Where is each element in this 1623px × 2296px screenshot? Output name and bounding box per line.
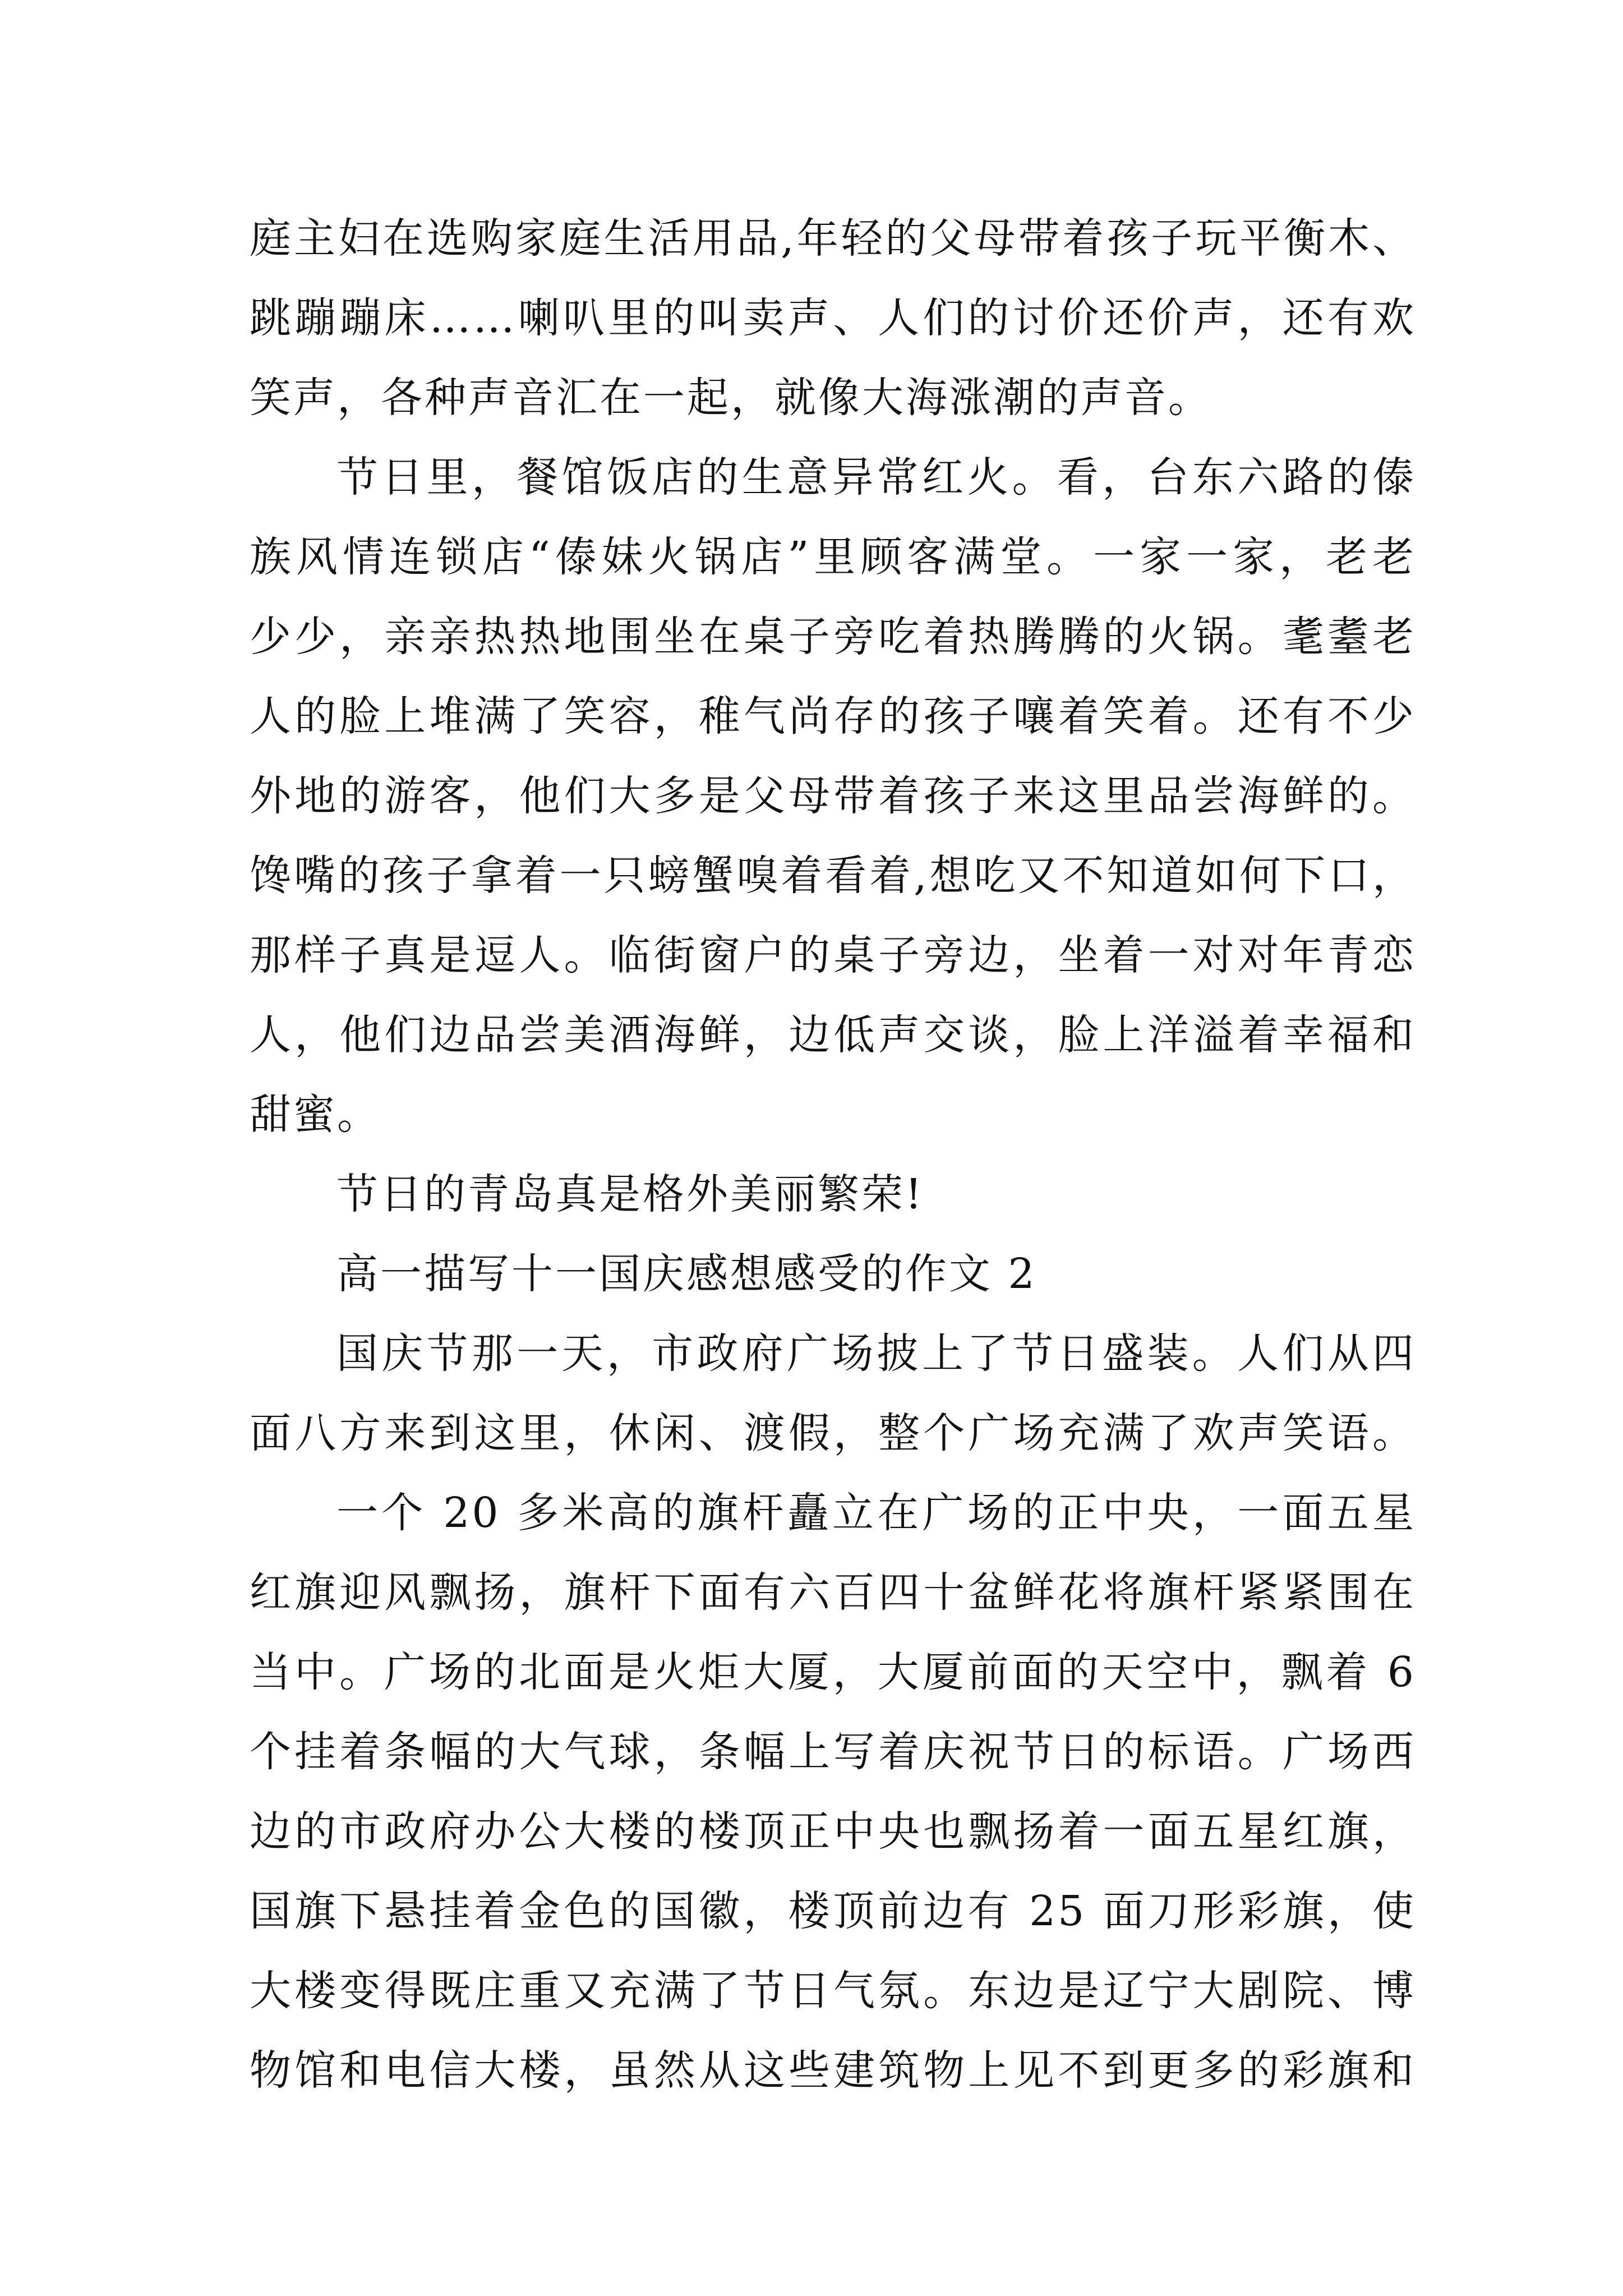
text-line: 国庆节那一天，市政府广场披上了节日盛装。人们从四 (336, 1329, 1416, 1378)
text-line: 人的脸上堆满了笑容，稚气尚存的孩子嚷着笑着。还有不少 (250, 692, 1416, 740)
text-line: 人，他们边品尝美酒海鲜，边低声交谈，脸上洋溢着幸福和 (250, 1011, 1416, 1059)
text-line: 当中。广场的北面是火炬大厦，大厦前面的天空中，飘着 6 (250, 1648, 1416, 1696)
text-line: 馋嘴的孩子拿着一只螃蟹嗅着看着,想吃又不知道如何下口， (250, 852, 1416, 900)
text-line: 一个 20 多米高的旗杆矗立在广场的正中央，一面五星 (336, 1489, 1416, 1537)
text-line: 国旗下悬挂着金色的国徽，楼顶前边有 25 面刀形彩旗，使 (250, 1887, 1416, 1935)
text-line: 边的市政府办公大楼的楼顶正中央也飘扬着一面五星红旗， (250, 1807, 1416, 1856)
text-line: 面八方来到这里，休闲、渡假，整个广场充满了欢声笑语。 (250, 1409, 1416, 1457)
text-line: 族风情连锁店“傣妹火锅店”里顾客满堂。一家一家，老老 (250, 533, 1416, 581)
text-line: 红旗迎风飘扬，旗杆下面有六百四十盆鲜花将旗杆紧紧围在 (250, 1568, 1416, 1617)
text-line: 那样子真是逗人。临街窗户的桌子旁边，坐着一对对年青恋 (250, 931, 1416, 979)
text-line: 节日的青岛真是格外美丽繁荣! (336, 1170, 924, 1218)
text-line: 大楼变得既庄重又充满了节日气氛。东边是辽宁大剧院、博 (250, 1967, 1416, 2015)
text-line: 笑声，各种声音汇在一起，就像大海涨潮的声音。 (250, 374, 1212, 422)
text-line: 节日里，餐馆饭店的生意异常红火。看，台东六路的傣 (336, 453, 1416, 501)
section-heading: 高一描写十一国庆感想感受的作文 2 (336, 1250, 1037, 1298)
text-line: 外地的游客，他们大多是父母带着孩子来这里品尝海鲜的。 (250, 772, 1416, 820)
text-line: 庭主妇在选购家庭生活用品,年轻的父母带着孩子玩平衡木、 (250, 214, 1416, 263)
text-line: 甜蜜。 (250, 1091, 381, 1139)
text-line: 跳蹦蹦床……喇叭里的叫卖声、人们的讨价还价声，还有欢 (250, 294, 1416, 342)
text-line: 少少，亲亲热热地围坐在桌子旁吃着热腾腾的火锅。耄耋老 (250, 613, 1416, 661)
text-line: 个挂着条幅的大气球，条幅上写着庆祝节日的标语。广场西 (250, 1728, 1416, 1776)
text-line: 物馆和电信大楼，虽然从这些建筑物上见不到更多的彩旗和 (250, 2046, 1416, 2095)
